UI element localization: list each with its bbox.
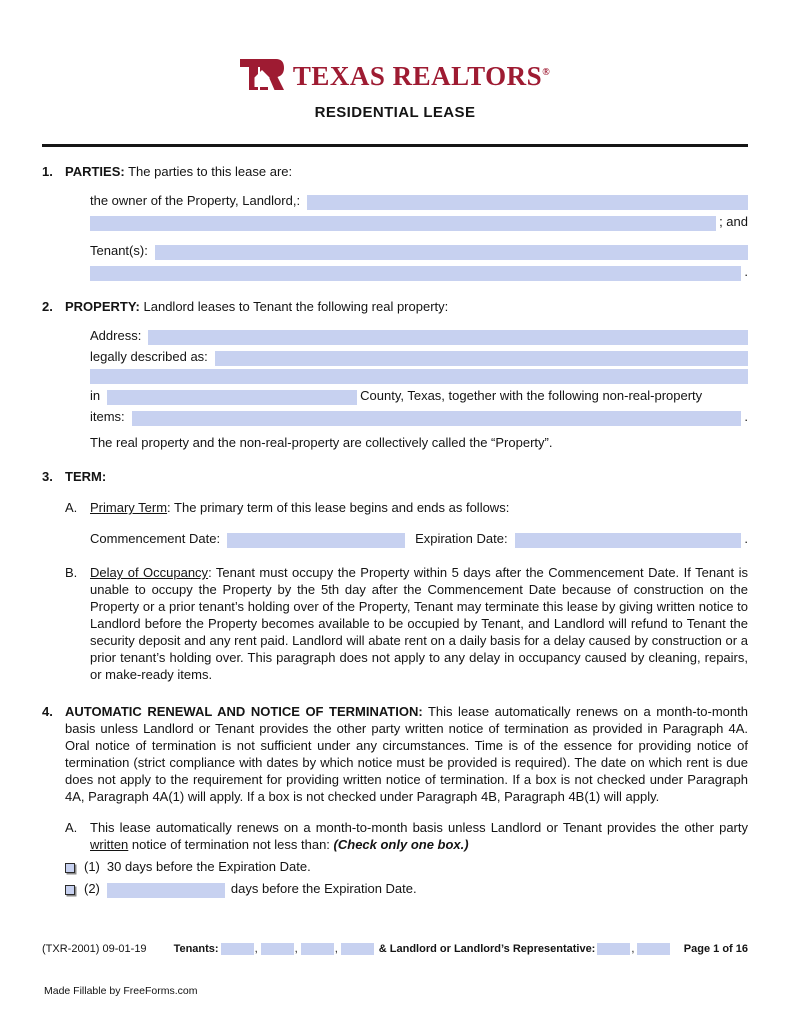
footer-landlord-label: & Landlord or Landlord’s Representative: xyxy=(378,943,596,955)
items-line xyxy=(90,408,748,426)
tenant-initials-field-1[interactable] xyxy=(221,943,254,955)
primary-term-rest: : The primary term of this lease begins and ends as follows: xyxy=(167,500,510,515)
section-1-number: 1. xyxy=(42,164,53,179)
option-2-days-field[interactable] xyxy=(107,883,225,898)
comma-separator: , xyxy=(631,943,635,955)
tenant-label: Tenant(s): xyxy=(90,243,148,258)
items-suffix: . xyxy=(744,409,748,424)
section-3a-primary-term xyxy=(65,499,748,516)
section-automatic-renewal xyxy=(42,703,748,898)
section-4-paragraph xyxy=(42,703,748,805)
written-underlined: written xyxy=(90,837,129,852)
renewal-option-1 xyxy=(65,858,748,876)
section-3a-letter: A. xyxy=(65,500,78,515)
section-parties xyxy=(42,163,748,281)
tenant-suffix: . xyxy=(744,264,748,279)
landlord-name-field[interactable] xyxy=(307,195,748,210)
delay-of-occupancy-text xyxy=(90,564,748,683)
landlord-name-continued-field[interactable] xyxy=(90,216,716,231)
tenant-line-2 xyxy=(90,263,748,281)
property-definition: The real property and the non-real-property are collectively called the “Property”. xyxy=(90,435,553,450)
page-number: Page 1 of 16 xyxy=(683,943,748,955)
landlord-line-1 xyxy=(90,192,748,210)
section-3b-letter: B. xyxy=(65,565,78,580)
dates-line xyxy=(90,530,748,548)
section-4a xyxy=(65,819,748,853)
made-fillable-credit: Made Fillable by FreeForms.com xyxy=(44,985,198,997)
spacer xyxy=(90,234,748,242)
section-3-number: 3. xyxy=(42,469,53,484)
section-2-heading xyxy=(42,298,748,315)
section-2-title: PROPERTY: xyxy=(65,299,140,314)
section-4a-letter: A. xyxy=(65,820,78,835)
commencement-date-field[interactable] xyxy=(227,533,405,548)
registered-mark: ® xyxy=(542,67,551,78)
tenant-initials-field-2[interactable] xyxy=(261,943,294,955)
county-field[interactable] xyxy=(107,390,357,405)
landlord-initials-field-2[interactable] xyxy=(637,943,670,955)
comma-separator: , xyxy=(294,943,298,955)
section-1-intro: The parties to this lease are: xyxy=(128,164,293,179)
option-1-text: 30 days before the Expiration Date. xyxy=(106,859,311,874)
header-logo xyxy=(42,58,748,91)
landlord-initials-field-1[interactable] xyxy=(597,943,630,955)
section-4-title: AUTOMATIC RENEWAL AND NOTICE OF TERMINATION: xyxy=(65,704,423,719)
section-3b-delay-of-occupancy xyxy=(65,564,748,683)
option-1-checkbox[interactable] xyxy=(65,863,75,873)
tenant-initials-field-4[interactable] xyxy=(341,943,374,955)
check-only-one-box-note: (Check only one box.) xyxy=(333,837,469,852)
section-1-title: PARTIES: xyxy=(65,164,125,179)
landlord-suffix: ; and xyxy=(719,214,748,229)
delay-of-occupancy-rest: : Tenant must occupy the Property within 5 days after the Commencement Date. If Tenant is unable to occupy the Property by the 5th day after the Commencement Date because of construction on the Property or a prior tenant’s holding over of the Property, Tenant may terminate this lease by giving written notice to Landlord before the Property becomes available to be occupied by Tenant, and Landlord will refund to Tenant the security deposit and any rent paid. Landlord will abate rent on a daily basis for a delay caused by construction or a prior tenant’s holding over. This paragraph does not apply to any delay in occupancy caused by cleaning, repairs, or make-ready items. xyxy=(90,565,748,682)
landlord-label: the owner of the Property, Landlord,: xyxy=(90,193,301,208)
section-2-number: 2. xyxy=(42,299,53,314)
legal-description-label: legally described as: xyxy=(90,349,208,364)
items-label: items: xyxy=(90,409,125,424)
section-3-heading xyxy=(42,468,748,485)
section-4a-text xyxy=(90,819,748,853)
in-label: in xyxy=(90,388,101,403)
option-1-number: (1) xyxy=(84,859,100,874)
address-label: Address: xyxy=(90,328,142,343)
after-county-text: County, Texas, together with the following non-real-property xyxy=(360,388,703,403)
header-rule xyxy=(42,144,748,147)
tenant-names-field[interactable] xyxy=(155,245,748,260)
legal-description-line-1 xyxy=(90,348,748,366)
address-line xyxy=(90,327,748,345)
primary-term-label: Primary Term xyxy=(90,500,168,515)
non-real-property-items-field[interactable] xyxy=(132,411,742,426)
section-4a-text-2: notice of termination not less than: xyxy=(128,837,334,852)
section-2-intro: Landlord leases to Tenant the following real property: xyxy=(143,299,449,314)
county-line xyxy=(90,387,748,405)
page-footer xyxy=(42,942,748,956)
texas-realtors-logo-icon xyxy=(240,59,284,90)
legal-description-line-2 xyxy=(90,369,748,384)
brand-wordmark xyxy=(293,58,550,91)
section-4a-text-1: This lease automatically renews on a month-to-month basis unless Landlord or Tenant provides the other party xyxy=(90,820,748,835)
dates-line-suffix: . xyxy=(744,531,748,546)
section-term xyxy=(42,468,748,683)
option-2-number: (2) xyxy=(84,881,100,896)
commencement-date-label: Commencement Date: xyxy=(90,531,221,546)
section-4-body: This lease automatically renews on a month-to-month basis unless Landlord or Tenant provides the other party written notice of termination as provided in Paragraph 4A. Oral notice of termination is not sufficient under any circumstances. Time is of the essence for providing notice of termination (strict compliance with dates by which notice must be provided is required). The date on which rent is due does not apply to the requirement for providing written notice of termination. If a box is not checked under Paragraph 4A, Paragraph 4A(1) will apply. If a box is not checked under Paragraph 4B, Paragraph 4B(1) will apply. xyxy=(65,704,748,804)
expiration-date-label: Expiration Date: xyxy=(415,531,508,546)
section-1-heading xyxy=(42,163,748,180)
renewal-option-2 xyxy=(65,880,748,898)
address-field[interactable] xyxy=(148,330,748,345)
section-3-title: TERM: xyxy=(65,469,107,484)
comma-separator: , xyxy=(254,943,258,955)
section-4-number: 4. xyxy=(42,704,53,719)
primary-term-text xyxy=(90,499,748,516)
comma-separator: , xyxy=(334,943,338,955)
section-property xyxy=(42,298,748,451)
footer-tenants-label: Tenants: xyxy=(173,943,219,955)
form-code: (TXR-2001) 09-01-19 xyxy=(42,943,147,955)
legal-description-field[interactable] xyxy=(215,351,748,366)
tenant-names-continued-field[interactable] xyxy=(90,266,741,281)
option-2-checkbox[interactable] xyxy=(65,885,75,895)
landlord-line-2 xyxy=(90,213,748,231)
option-2-text: days before the Expiration Date. xyxy=(230,881,417,896)
delay-of-occupancy-label: Delay of Occupancy xyxy=(90,565,209,580)
brand-text: TEXAS REALTORS xyxy=(292,61,543,91)
tenant-initials-field-3[interactable] xyxy=(301,943,334,955)
legal-description-continued-field[interactable] xyxy=(90,369,748,384)
expiration-date-field[interactable] xyxy=(515,533,742,548)
document-title: RESIDENTIAL LEASE xyxy=(314,104,476,121)
tenant-line-1 xyxy=(90,242,748,260)
